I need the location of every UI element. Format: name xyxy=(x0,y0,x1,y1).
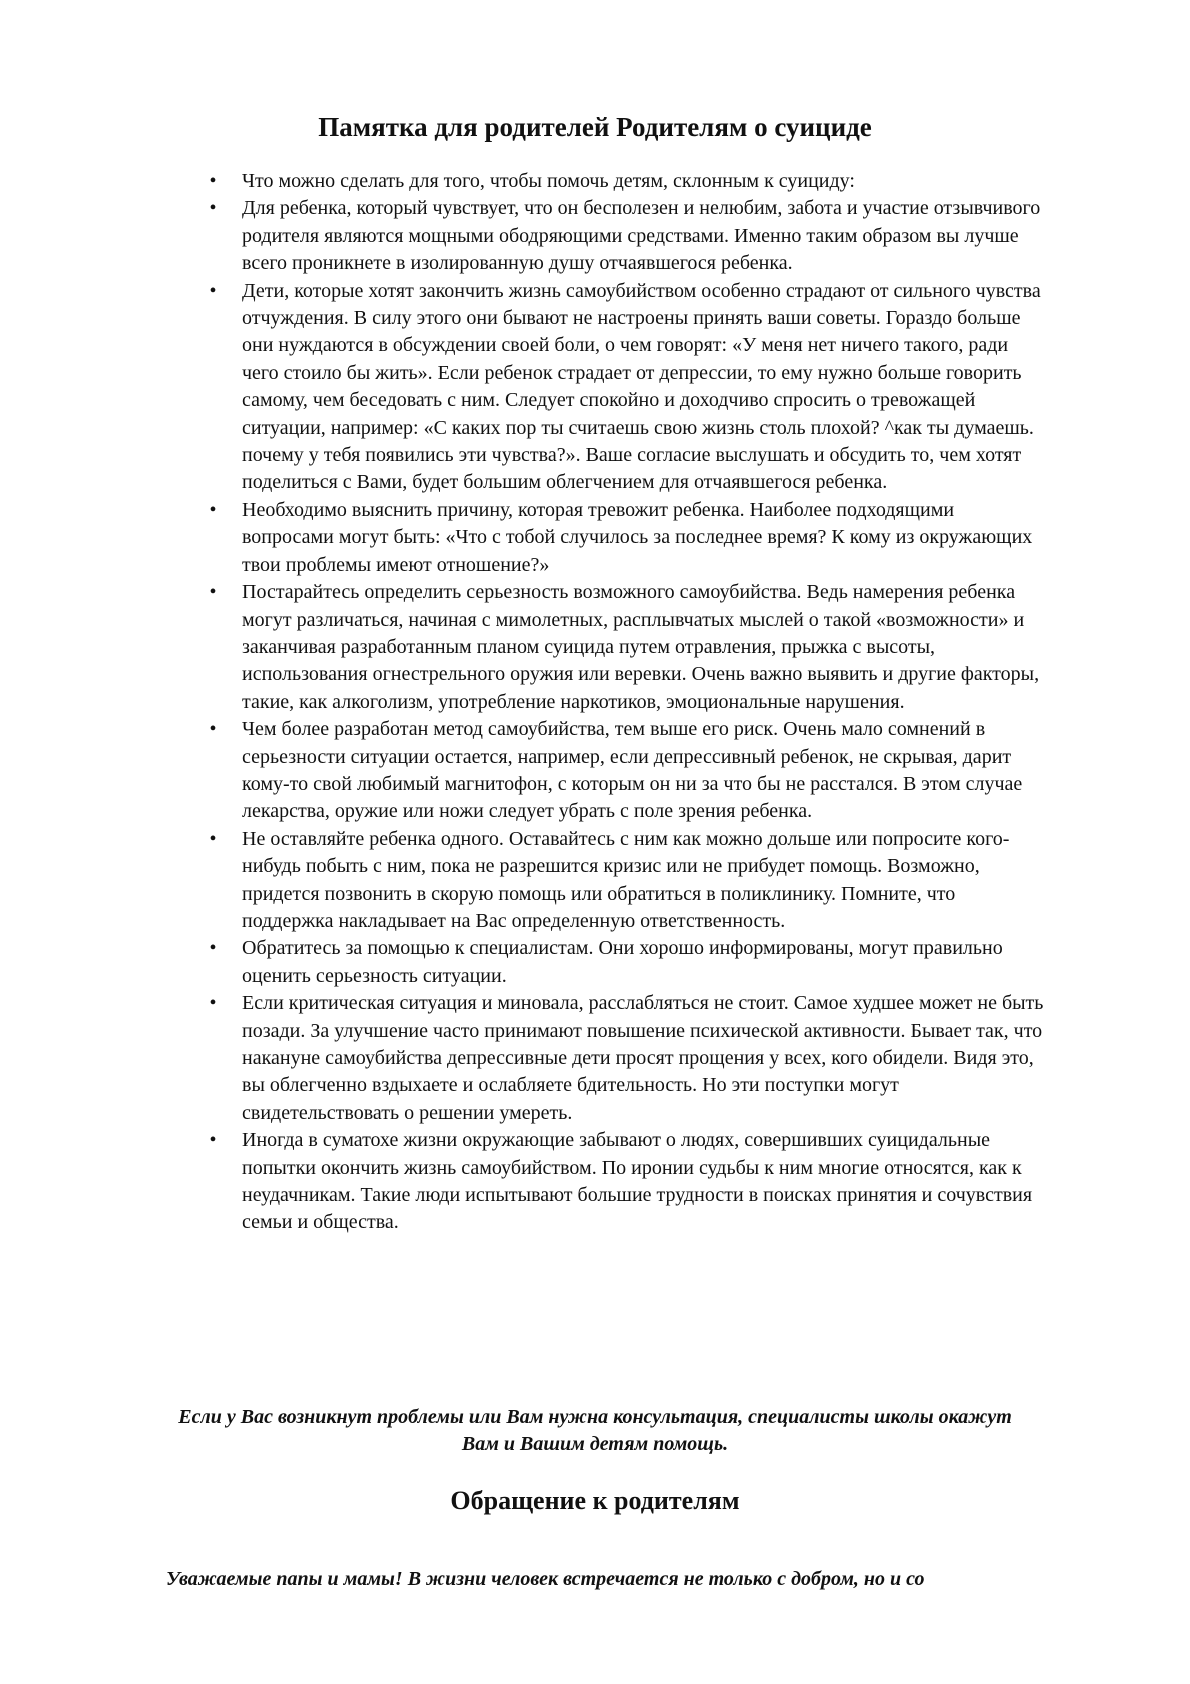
bullet-icon: • xyxy=(209,279,217,302)
list-item-text: Если критическая ситуация и миновала, расслабляться не стоит. Самое худшее может не быть позади. За улучшение часто принимают повышение психической активности. Бывает так, что накануне самоубийства депрессивные дети просят прощения у всех, кого обидели. Видя это, вы облегченно вздыхаете и ослабляете бдительность. Но эти поступки могут свидетельствовать о решении умереть. xyxy=(242,992,1044,1124)
list-item-text: Постарайтесь определить серьезность возможного самоубийства. Ведь намерения ребенка могут различаться, начиная с мимолетных, расплывчатых мыслей о такой «возможности» и заканчивая разработанным планом суицида путем отравления, прыжка с высоты, использования огнестрельного оружия или веревки. Очень важно выявить и другие факторы, такие, как алкоголизм, употребление наркотиков, эмоциональные нарушения. xyxy=(242,581,1040,713)
list-item xyxy=(204,195,1044,277)
list-item-text: Необходимо выяснить причину, которая тревожит ребенка. Наиболее подходящими вопросами могут быть: «Что с тобой случилось за последнее время? К кому из окружающих твои проблемы имеют отношение?» xyxy=(242,498,1033,576)
list-item-text: Чем более разработан метод самоубийства, тем выше его риск. Очень мало сомнений в серьезности ситуации остается, например, если депрессивный ребенок, не скрывая, дарит кому-то свой любимый магнитофон, с которым он ни за что бы не расстался. В этом случае лекарства, оружие или ножи следует убрать с поле зрения ребенка. xyxy=(242,718,1023,823)
list-item xyxy=(204,497,1044,579)
bullet-icon: • xyxy=(209,718,217,741)
list-item-text: Иногда в суматохе жизни окружающие забывают о людях, совершивших суицидальные попытки окончить жизнь самоубийством. По иронии судьбы к ним многие относятся, как к неудачникам. Такие люди испытывают большие трудности в поисках принятия и сочувствия семьи и общества. xyxy=(242,1129,1033,1234)
list-item-text: Дети, которые хотят закончить жизнь самоубийством особенно страдают от сильного чувства отчуждения. В силу этого они бывают не настроены принять ваши советы. Гораздо больше они нуждаются в обсуждении своей боли, о чем говорят: «У меня нет ничего такого, ради чего стоило бы жить». Если ребенок страдает от депрессии, то ему нужно больше говорить самому, чем беседовать с ним. Следует спокойно и доходчиво спросить о тревожащей ситуации, например: «С каких пор ты считаешь свою жизнь столь плохой? ^как ты думаешь. почему у тебя появились эти чувства?». Ваше согласие выслушать и обсудить то, чем хотят поделиться с Вами, будет большим облегчением для отчаявшегося ребенка. xyxy=(242,279,1041,494)
closing-note: Если у Вас возникнут проблемы или Вам нужна консультация, специалисты школы окажут Вам и Вашим детям помощь. xyxy=(178,1406,1012,1455)
bullet-icon: • xyxy=(209,827,217,850)
appeal-paragraph: Уважаемые папы и мамы! В жизни человек встречается не только с добром, но и со xyxy=(166,1568,925,1590)
list-item xyxy=(204,935,1044,990)
bullet-icon: • xyxy=(209,1129,217,1152)
list-item-text: Что можно сделать для того, чтобы помочь детям, склонным к суициду: xyxy=(242,170,855,192)
list-item xyxy=(204,990,1044,1127)
list-item xyxy=(204,168,1044,195)
advice-list xyxy=(204,168,1044,1237)
page-title: Памятка для родителей Родителям о суициде xyxy=(318,112,872,142)
bullet-icon: • xyxy=(209,197,217,220)
bullet-icon: • xyxy=(209,170,217,192)
list-item xyxy=(204,579,1044,716)
list-item xyxy=(204,278,1044,497)
list-item xyxy=(204,1127,1044,1237)
list-item xyxy=(204,716,1044,826)
bullet-icon: • xyxy=(209,581,217,604)
bullet-icon: • xyxy=(209,498,217,521)
list-item-text: Обратитесь за помощью к специалистам. Они хорошо информированы, могут правильно оценить серьезность ситуации. xyxy=(242,937,1003,987)
section-title: Обращение к родителям xyxy=(450,1486,740,1515)
list-item-text: Не оставляйте ребенка одного. Оставайтесь с ним как можно дольше или попросите кого-нибудь побыть с ним, пока не разрешится кризис или не прибудет помощь. Возможно, придется позвонить в скорую помощь или обратиться в поликлинику. Помните, что поддержка накладывает на Вас определенную ответственность. xyxy=(242,827,1010,932)
bullet-icon: • xyxy=(209,937,217,960)
list-item-text: Для ребенка, который чувствует, что он бесполезен и нелюбим, забота и участие отзывчивого родителя являются мощными ободряющими средствами. Именно таким образом вы лучше всего проникнете в изолированную душу отчаявшегося ребенка. xyxy=(242,197,1041,275)
bullet-icon: • xyxy=(209,992,217,1015)
list-item xyxy=(204,826,1044,936)
